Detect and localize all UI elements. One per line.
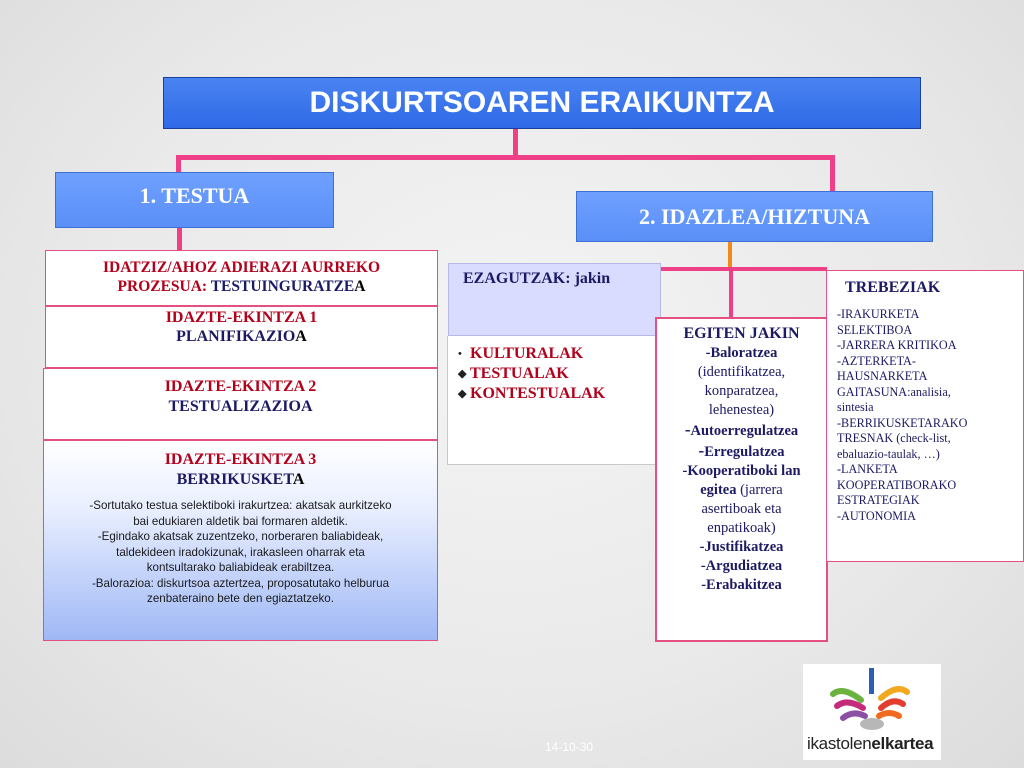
- ekintza3-desc-line: -Egindako akatsak zuzentzeko, norberaren baliabideak,: [97, 530, 384, 543]
- ekintza3-desc-line: zenbateraino bete den egiaztatzeko.: [147, 592, 334, 605]
- egiten-dash: -: [698, 441, 705, 460]
- egiten-line: [661, 420, 822, 441]
- egiten-line: -Baloratzea: [705, 345, 778, 361]
- diagram-title: DISKURTSOAREN ERAIKUNTZA: [163, 77, 921, 129]
- ekintza1-subtitle: [46, 327, 437, 346]
- trebeziak-item: ESTRATEGIAK: [837, 493, 920, 507]
- bullet-icon: •: [458, 348, 462, 360]
- egiten-line: -Argudiatzea: [700, 558, 783, 574]
- prozesua-line1: IDATZIZ/AHOZ ADIERAZI AURREKO: [102, 259, 381, 276]
- ekintza3-desc-line: bai edukiaren aldetik bai formaren aldetik.: [133, 514, 348, 528]
- prozesua-line2-prefix: PROZESUA:: [117, 278, 211, 295]
- connector-to-idazlea: [830, 155, 835, 192]
- ekintza1-subtitle-suffix: A: [295, 328, 307, 345]
- connector-testua-down: [177, 228, 182, 250]
- egiten-line-text: Erregulatzea: [704, 444, 785, 460]
- trebeziak-title: TREBEZIAK: [845, 279, 941, 296]
- ezagutzak-item: [458, 364, 659, 384]
- logo-wordmark-part1: ikastolen: [807, 734, 872, 753]
- connector-to-testua: [176, 155, 181, 173]
- egiten-line: -Justifikatzea: [699, 539, 784, 555]
- prozesua-line2-suffix: A: [354, 278, 366, 295]
- ekintza3-description: [44, 498, 437, 607]
- egiten-line: konparatzea,: [704, 383, 779, 399]
- ekintza3-desc-line: -Balorazioa: diskurtsoa aztertzea, proposatutako helburua: [91, 576, 390, 590]
- ekintza3-subtitle-suffix: A: [292, 471, 305, 488]
- ezagutzak-item: [458, 344, 659, 364]
- diamond-bullet-icon: ◆: [458, 388, 467, 400]
- trebeziak-item: GAITASUNA:analisia,: [837, 384, 951, 399]
- idazlea-header: 2. IDAZLEA/HIZTUNA: [576, 191, 933, 242]
- prozesua-box: [45, 250, 438, 306]
- egiten-line: -Erabakitzea: [701, 577, 782, 593]
- ezagutzak-item-label: TESTUALAK: [470, 365, 569, 382]
- prozesua-line2: [46, 277, 437, 296]
- diamond-bullet-icon: ◆: [458, 368, 467, 380]
- connector-title-down: [513, 129, 518, 158]
- connector-right-horizontal: [660, 267, 827, 271]
- ekintza1-box: [45, 306, 438, 368]
- ekintza1-title: IDAZTE-EKINTZA 1: [165, 309, 318, 326]
- ekintza3-desc-line: kontsultarako baliabideak erabiltzea.: [146, 561, 335, 574]
- prozesua-line2-main: TESTUINGURATZE: [210, 278, 355, 295]
- slide-date: 14-10-30: [545, 740, 594, 754]
- trebeziak-item: -AZTERKETA-: [837, 353, 916, 368]
- trebeziak-item: -IRAKURKETA: [837, 307, 920, 321]
- trebeziak-box: [826, 270, 1024, 562]
- ekintza3-title: IDAZTE-EKINTZA 3: [164, 451, 317, 468]
- trebeziak-item: SELEKTIBOA: [837, 322, 913, 337]
- testua-header: 1. TESTUA: [55, 172, 334, 228]
- egiten-line-bold: egitea: [700, 482, 737, 498]
- trebeziak-item: HAUSNARKETA: [837, 369, 928, 383]
- ikastolen-elkartea-logo: [803, 664, 941, 760]
- logo-emblem-icon: [803, 664, 941, 734]
- trebeziak-item: -AUTONOMIA: [837, 508, 916, 523]
- ekintza2-box: [43, 368, 438, 440]
- ekintza3-box: [43, 440, 438, 641]
- connector-horizontal-top: [176, 155, 835, 160]
- ezagutzak-item-label: KONTESTUALAK: [470, 385, 606, 402]
- trebeziak-list: [837, 307, 1023, 524]
- egiten-line: [661, 441, 822, 462]
- egiten-jakin-box: [655, 317, 828, 642]
- trebeziak-item: sintesia: [837, 400, 874, 414]
- ezagutzak-item: [458, 384, 659, 404]
- trebeziak-item: KOOPERATIBORAKO: [837, 477, 957, 492]
- connector-to-egiten: [729, 269, 733, 318]
- ekintza2-title: IDAZTE-EKINTZA 2: [164, 378, 317, 395]
- egiten-line: asertiboak eta: [701, 501, 782, 517]
- egiten-line: (identifikatzea,: [697, 364, 786, 380]
- trebeziak-item: TRESNAK (check-list,: [837, 431, 951, 445]
- egiten-dash: -: [684, 420, 691, 439]
- logo-wordmark: [807, 734, 933, 754]
- egiten-line: enpatikoak): [707, 520, 776, 536]
- ezagutzak-list: [447, 336, 660, 465]
- trebeziak-item: -BERRIKUSKETARAKO: [837, 415, 968, 430]
- ekintza3-subtitle-main: BERRIKUSKET: [176, 471, 293, 488]
- trebeziak-item: -JARRERA KRITIKOA: [837, 338, 957, 352]
- egiten-line: lehenestea): [708, 402, 775, 418]
- egiten-line: -Kooperatiboki lan: [682, 463, 801, 479]
- ekintza3-subtitle: [44, 470, 437, 490]
- egiten-line-text: Autoerregulatzea: [690, 423, 799, 439]
- ekintza3-desc-line: taldekideen iradokizunak, irakasleen oharrak eta: [116, 545, 365, 559]
- ekintza2-subtitle: TESTUALIZAZIOA: [168, 398, 313, 415]
- ekintza1-subtitle-main: PLANIFIKAZIO: [176, 328, 296, 345]
- trebeziak-item: ebaluazio-taulak, …): [837, 446, 940, 461]
- connector-idazlea-down: [728, 242, 732, 269]
- ezagutzak-header: EZAGUTZAK: jakin: [448, 263, 661, 336]
- logo-wordmark-part2: elkartea: [871, 734, 934, 753]
- egiten-jakin-title: EGITEN JAKIN: [683, 325, 800, 342]
- egiten-line-text: (jarrera: [736, 482, 783, 498]
- ekintza3-desc-line: -Sortutako testua selektiboki irakurtzea: akatsak aurkitzeko: [89, 499, 392, 512]
- egiten-line: [661, 481, 822, 500]
- ezagutzak-item-label: KULTURALAK: [470, 345, 584, 362]
- trebeziak-item: -LANKETA: [837, 462, 898, 476]
